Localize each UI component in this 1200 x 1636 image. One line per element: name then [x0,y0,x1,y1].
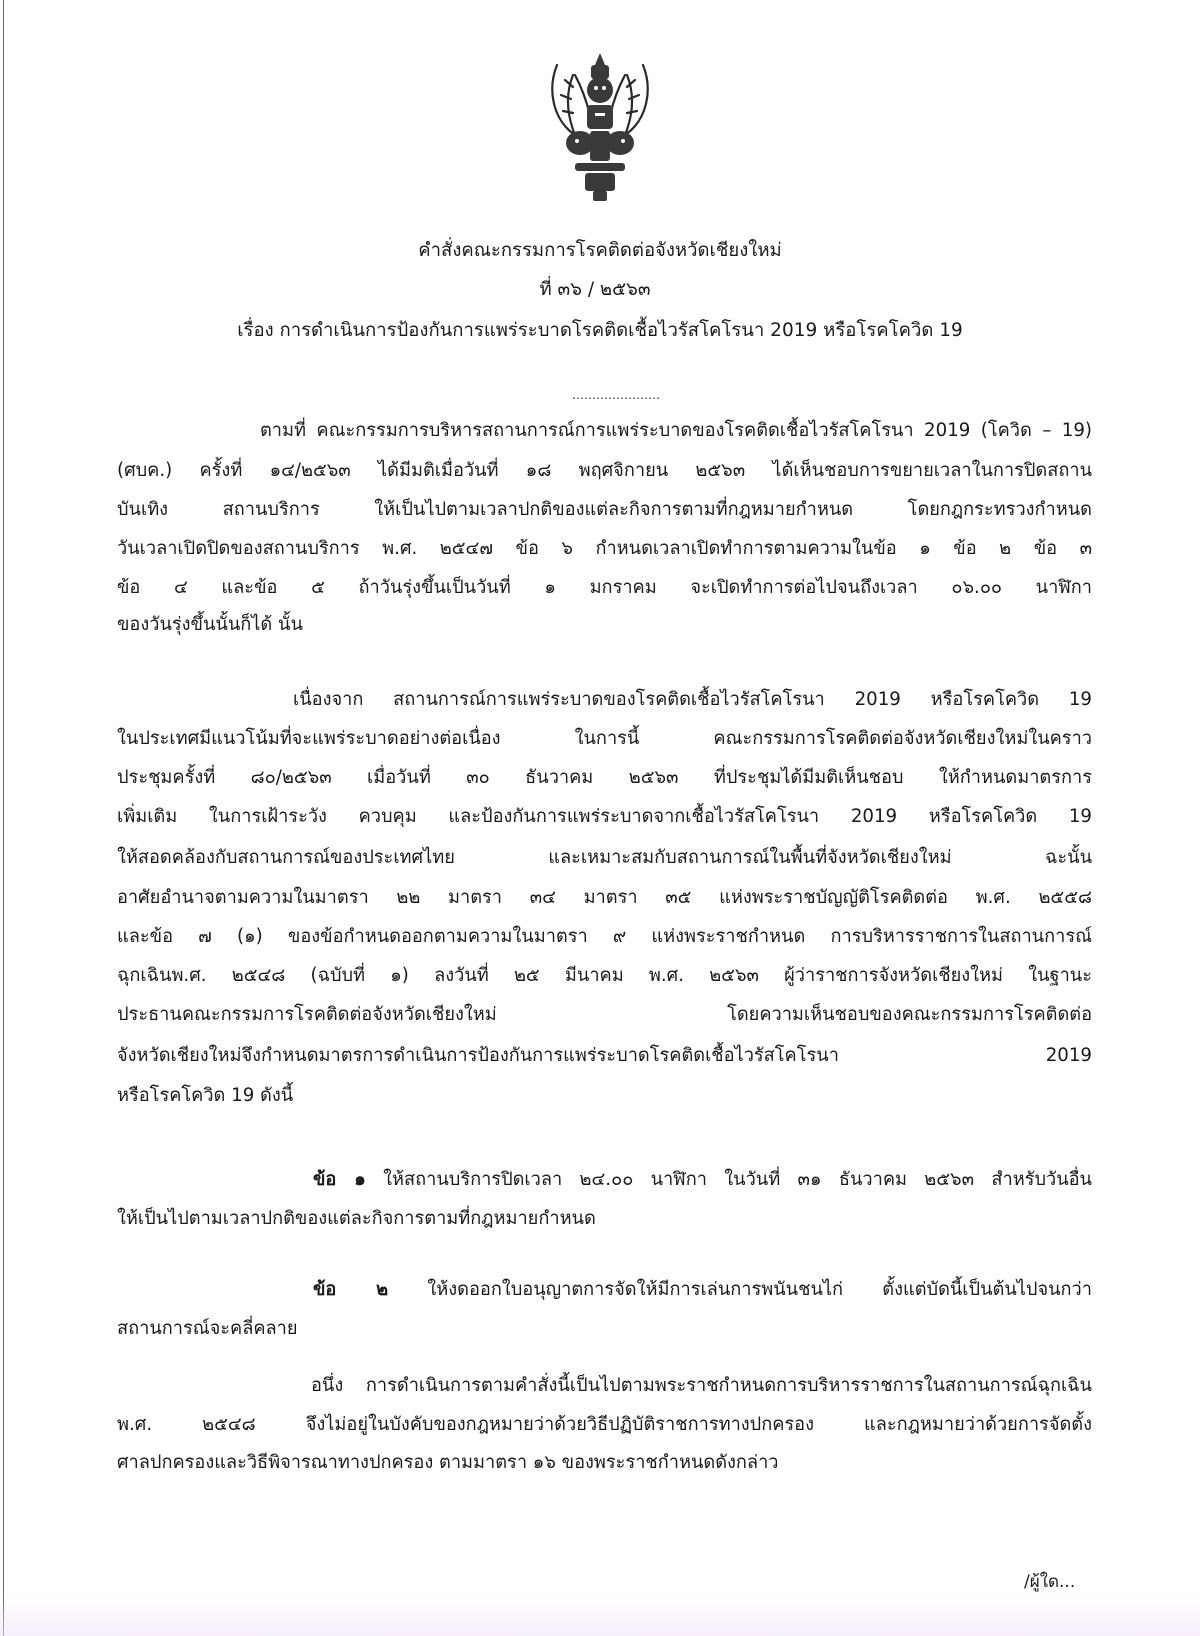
para3-line: พ.ศ. ๒๕๔๘ จึงไม่อยู่ในบังคับของกฎหมายว่าด้วยวิธีปฏิบัติราชการทางปกครอง และกฎหมายว่าด้วยการจัดตั้ง [117,1414,1092,1435]
para2-line: และข้อ ๗ (๑) ของข้อกำหนดออกตามความในมาตรา ๙ แห่งพระราชกำหนด การบริหารราชการในสถานการณ์ [117,926,1092,947]
order-title: คำสั่งคณะกรรมการโรคติดต่อจังหวัดเชียงใหม่ [418,240,782,261]
continuation-marker: /ผู้ใด... [1024,1572,1076,1592]
para2-line: หรือโรคโควิด 19 ดังนี้ [117,1085,294,1106]
para3-line: อนึ่ง การดำเนินการตามคำสั่งนี้เป็นไปตามพระราชกำหนดการบริหารราชการในสถานการณ์ฉุกเฉิน [311,1375,1092,1396]
item2-line [313,1277,1092,1303]
item2-text: ให้งดออกใบอนุญาตการจัดให้มีการเล่นการพนันชนไก่ ตั้งแต่บัดนี้เป็นต้นไปจนกว่า [427,1279,1092,1300]
item2-line: สถานการณ์จะคลี่คลาย [117,1318,298,1339]
para1-line: (ศบค.) ครั้งที่ ๑๔/๒๕๖๓ ได้มีมติเมื่อวันที่ ๑๘ พฤศจิกายน ๒๕๖๓ ได้เห็นชอบการขยายเวลาในการปิดสถาน [117,460,1092,481]
para3-line: ศาลปกครองและวิธีพิจารณาทางปกครอง ตามมาตรา ๑๖ ของพระราชกำหนดดังกล่าว [117,1452,779,1473]
garuda-emblem-icon [545,35,655,210]
para1-line: วันเวลาเปิดปิดของสถานบริการ พ.ศ. ๒๕๔๗ ข้อ ๖ กำหนดเวลาเปิดทำการตามความในข้อ ๑ ข้อ ๒ ข้อ ๓ [117,538,1092,559]
para1-line: ของวันรุ่งขึ้นนั้นก็ได้ นั้น [117,614,303,635]
para2-line: เนื่องจาก สถานการณ์การแพร่ระบาดของโรคติดเชื้อไวรัสโคโรนา 2019 หรือโรคโควิด 19 [293,689,1092,710]
para2-line: ในประเทศมีแนวโน้มที่จะแพร่ระบาดอย่างต่อเนื่อง ในการนี้ คณะกรรมการโรคติดต่อจังหวัดเชียงใหม่ในคราว [117,728,1092,749]
item1-line: ให้เป็นไปตามเวลาปกติของแต่ละกิจการตามที่กฎหมายกำหนด [117,1208,596,1229]
para2-line: อาศัยอำนาจตามความในมาตรา ๒๒ มาตรา ๓๔ มาตรา ๓๕ แห่งพระราชบัญญัติโรคติดต่อ พ.ศ. ๒๕๕๘ [117,887,1092,908]
header-separator: ...................... [572,388,661,402]
para2-line: จังหวัดเชียงใหม่จึงกำหนดมาตรการดำเนินการป้องกันการแพร่ระบาดโรคติดเชื้อไวรัสโคโรนา 2019 [117,1045,1092,1066]
scan-tint [0,1596,1200,1636]
order-number: ที่ ๓๖ / ๒๕๖๓ [539,279,651,300]
para1-line: บันเทิง สถานบริการ ให้เป็นไปตามเวลาปกติของแต่ละกิจการตามที่กฎหมายกำหนด โดยกฎกระทรวงกำหนด [117,499,1092,520]
item1-label: ข้อ ๑ [313,1169,366,1190]
order-subject: เรื่อง การดำเนินการป้องกันการแพร่ระบาดโรคติดเชื้อไวรัสโคโรนา 2019 หรือโรคโควิด 19 [237,320,963,341]
item1-text: ให้สถานบริการปิดเวลา ๒๔.๐๐ นาฬิกา ในวันที่ ๓๑ ธันวาคม ๒๕๖๓ สำหรับวันอื่น [383,1169,1092,1190]
para2-line: ประชุมครั้งที่ ๘๐/๒๕๖๓ เมื่อวันที่ ๓๐ ธันวาคม ๒๕๖๓ ที่ประชุมได้มีมติเห็นชอบ ให้กำหนดมาตรการ [117,767,1092,788]
item2-label: ข้อ ๒ [313,1279,389,1300]
para2-line: ฉุกเฉินพ.ศ. ๒๕๔๘ (ฉบับที่ ๑) ลงวันที่ ๒๕ มีนาคม พ.ศ. ๒๕๖๓ ผู้ว่าราชการจังหวัดเชียงใหม่ ในฐานะ [117,965,1092,986]
para2-line: ประธานคณะกรรมการโรคติดต่อจังหวัดเชียงใหม่ โดยความเห็นชอบของคณะกรรมการโรคติดต่อ [117,1004,1092,1025]
item1-line [313,1167,1092,1193]
para1-line: ข้อ ๔ และข้อ ๕ ถ้าวันรุ่งขึ้นเป็นวันที่ ๑ มกราคม จะเปิดทำการต่อไปจนถึงเวลา ๐๖.๐๐ นาฬิกา [117,577,1092,598]
para1-line: ตามที่ คณะกรรมการบริหารสถานการณ์การแพร่ระบาดของโรคติดเชื้อไวรัสโคโรนา 2019 (โควิด – 19) [260,420,1092,441]
para2-line: เพิ่มเติม ในการเฝ้าระวัง ควบคุม และป้องกันการแพร่ระบาดจากเชื้อไวรัสโคโรนา 2019 หรือโรคโควิด 19 [117,806,1092,827]
para2-line: ให้สอดคล้องกับสถานการณ์ของประเทศไทย และเหมาะสมกับสถานการณ์ในพื้นที่จังหวัดเชียงใหม่ ฉะนั้น [117,847,1092,868]
